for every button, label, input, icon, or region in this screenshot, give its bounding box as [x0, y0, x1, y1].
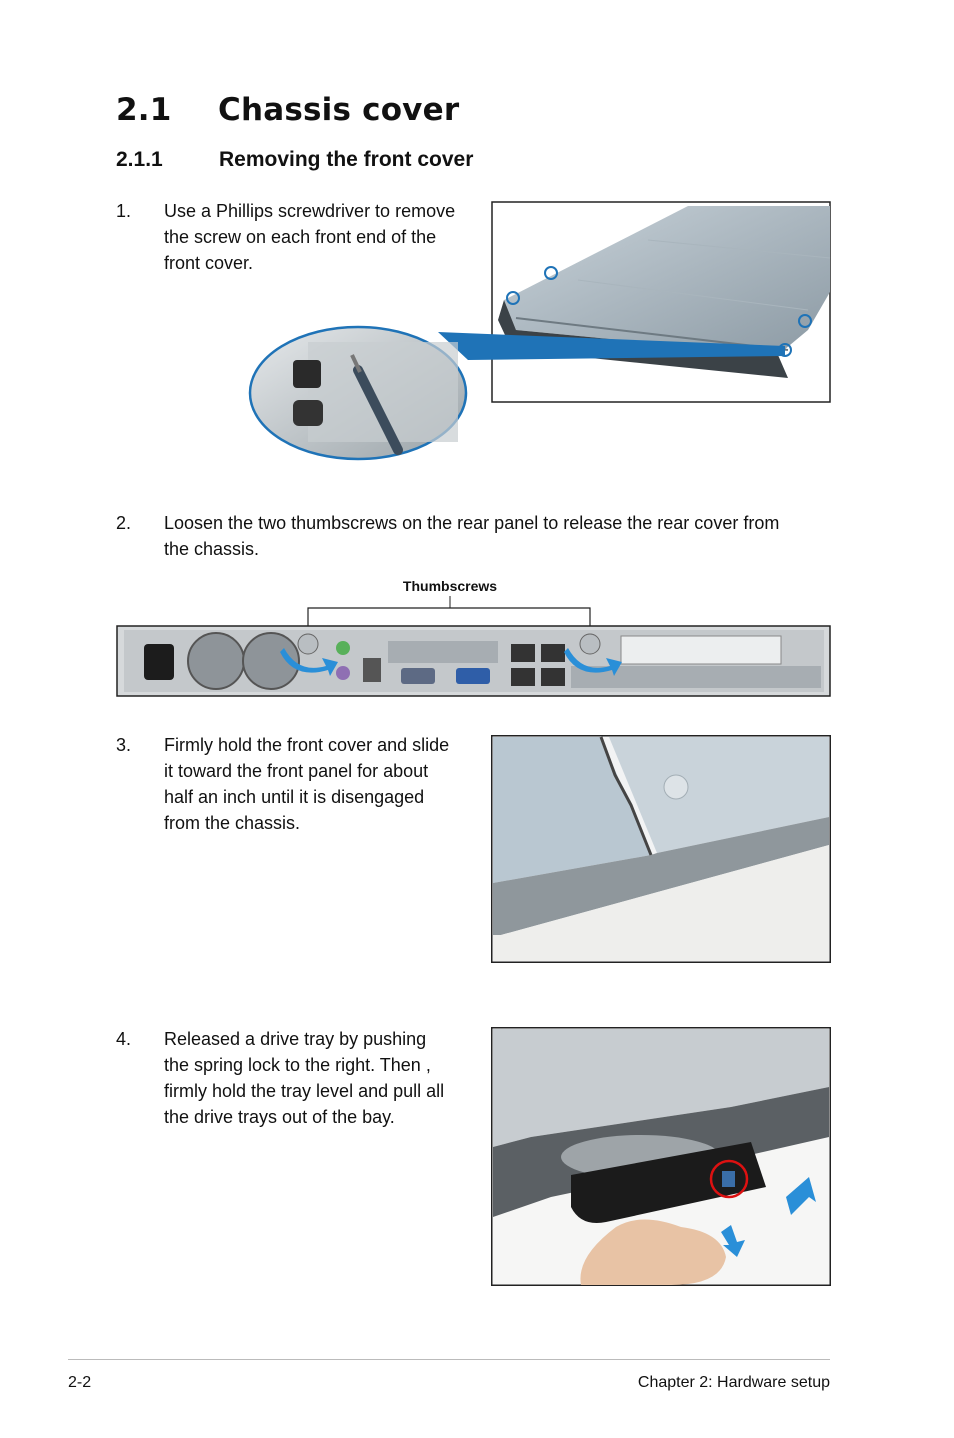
thumbscrew	[298, 634, 318, 654]
step-line: Released a drive tray by pushing	[164, 1029, 427, 1049]
step-3	[116, 732, 486, 840]
step-line: the spring lock to the right. Then ,	[164, 1055, 431, 1075]
step-line: the chassis.	[164, 539, 260, 559]
thumbscrew	[580, 634, 600, 654]
step-2	[116, 510, 836, 564]
figure-drive-tray	[491, 1027, 831, 1286]
footer-divider	[68, 1359, 830, 1360]
footer-page-number: 2-2	[68, 1374, 92, 1391]
section-heading	[116, 92, 459, 128]
section-title: Chassis cover	[218, 92, 460, 128]
step-number: 2.	[116, 513, 132, 533]
subsection-title: Removing the front cover	[219, 148, 474, 171]
power-socket	[144, 644, 174, 680]
step-line: it toward the front panel for about	[164, 761, 429, 781]
step-line: Use a Phillips screwdriver to remove	[164, 201, 456, 221]
figure-chassis-screws	[248, 200, 832, 462]
step-4	[116, 1026, 486, 1134]
step-line: Firmly hold the front cover and slide	[164, 735, 450, 755]
step-number: 4.	[116, 1029, 132, 1049]
step-number: 3.	[116, 735, 132, 755]
step-line: half an inch until it is disengaged	[164, 787, 425, 807]
step-line: from the chassis.	[164, 813, 301, 833]
step-line: Loosen the two thumbscrews on the rear panel to release the rear cover from	[164, 513, 780, 533]
subsection-heading	[116, 148, 473, 172]
footer-chapter: Chapter 2: Hardware setup	[637, 1374, 830, 1391]
figure-slide-cover	[491, 735, 831, 963]
thumbscrews-label: Thumbscrews	[402, 578, 498, 594]
step-line: the drive trays out of the bay.	[164, 1107, 395, 1127]
step-line: firmly hold the tray level and pull all	[164, 1081, 445, 1101]
step-number: 1.	[116, 201, 132, 221]
subsection-number: 2.1.1	[116, 148, 163, 171]
figure-rear-panel	[116, 596, 832, 698]
step-line: the screw on each front end of the	[164, 227, 437, 247]
step-line: front cover.	[164, 253, 254, 273]
section-number: 2.1	[116, 92, 172, 128]
